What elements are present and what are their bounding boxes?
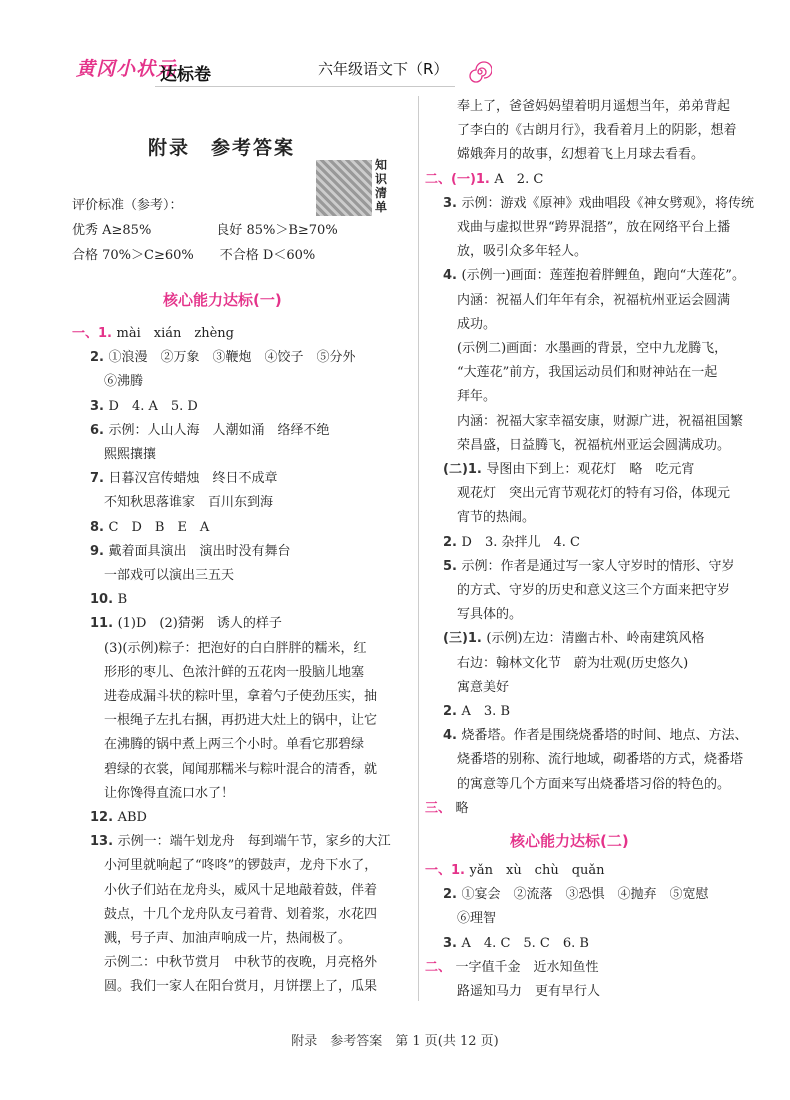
- answer-text: 烧番塔。作者是围绕烧番塔的时间、地点、方法、: [461, 728, 748, 744]
- answer-line: [443, 886, 709, 904]
- answer-text: 路遥知马力 更有早行人: [457, 984, 601, 999]
- answer-line: [90, 809, 147, 827]
- question-number: 二、: [425, 959, 456, 975]
- question-number: 2.: [443, 704, 462, 719]
- question-number: 3.: [443, 935, 462, 951]
- answer-line: [90, 470, 278, 488]
- answer-text: 放，吸引众多年轻人。: [457, 244, 588, 260]
- answer-line: [457, 98, 730, 116]
- answer-text: 写具体的。: [457, 607, 523, 623]
- answer-text: (示例一)画面：莲莲抱着胖鲤鱼，跑向“大莲花”。: [461, 268, 745, 284]
- answer-text: 碧绿的衣裳，闻闻那糯米与粽叶混合的清香，就: [104, 761, 378, 777]
- question-number: 10.: [90, 592, 118, 608]
- answer-text: 成功。: [457, 316, 497, 332]
- answer-line: [457, 388, 496, 406]
- question-number: 3.: [90, 398, 109, 414]
- answer-text: C D B E A: [108, 519, 210, 535]
- answer-text: 一字值千金 近水知鱼性: [455, 959, 599, 975]
- page-title: 附录 参考答案: [148, 137, 296, 159]
- answer-text: 导图由下到上：观花灯 略 吃元宵: [486, 462, 695, 477]
- answer-line: [443, 558, 735, 576]
- answer-text: 内涵：祝福大家幸福安康，财源广进，祝福祖国繁: [457, 413, 744, 429]
- answer-text: mài xián zhèng: [116, 326, 234, 341]
- answer-line: [457, 679, 509, 697]
- answer-text: D 3. 杂拌儿 4. C: [461, 534, 580, 550]
- answer-text: 形形的枣儿、色浓汁鲜的五花肉一股脑儿地塞: [104, 664, 365, 680]
- answer-line: [457, 413, 743, 431]
- answer-text: 右边：翰林文化节 蔚为壮观(历史悠久): [457, 655, 689, 671]
- answer-text: B: [117, 592, 128, 608]
- answer-text: ABD: [117, 810, 147, 825]
- answer-line: [457, 485, 730, 503]
- answer-line: [104, 736, 364, 754]
- answer-text: 示例：游戏《原神》戏曲唱段《神女劈观》，将传统: [461, 195, 755, 211]
- answer-line: [90, 543, 291, 561]
- question-number: 2.: [443, 534, 462, 550]
- answer-text: ⑥沸腾: [104, 374, 144, 390]
- answer-line: [104, 930, 351, 948]
- answer-text: 示例：人山人海 人潮如涌 络绎不绝: [108, 422, 330, 438]
- answer-text: ⑥理智: [457, 911, 497, 927]
- swirl-icon: [468, 60, 492, 84]
- answer-text: 示例二：中秋节赏月 中秋节的夜晚，月亮格外: [104, 955, 378, 971]
- answer-text: 拜年。: [457, 389, 497, 405]
- question-number: 二、(一)1.: [425, 171, 495, 187]
- answer-line: [443, 703, 510, 721]
- answer-text: (3)(示例)粽子：把泡好的白白胖胖的糯米，红: [104, 640, 367, 656]
- answer-text: 戏曲与虚拟世界“跨界混搭”，放在网络平台上播: [457, 220, 731, 235]
- answer-text: 烧番塔的别称、流行地域，砌番塔的方式，烧番塔: [457, 752, 744, 768]
- question-number: 2.: [443, 887, 462, 903]
- answer-text: 观花灯 突出元宵节观花灯的特有习俗，体现元: [457, 486, 731, 502]
- answer-text: 让你馋得直流口水了！: [104, 785, 235, 801]
- question-number: 4.: [443, 728, 462, 744]
- answer-line: [104, 373, 143, 391]
- answer-text: (示例二)画面：水墨画的背景，空中九龙腾飞，: [457, 341, 728, 356]
- question-number: 9.: [90, 543, 109, 559]
- header-rule: [155, 86, 455, 87]
- question-number: 一、1.: [72, 326, 117, 341]
- answer-line: [90, 615, 282, 633]
- answer-line: [457, 292, 730, 310]
- answer-text: 示例：作者是通过写一家人守岁时的情形、守岁: [461, 558, 735, 574]
- answer-text: 一根绳子左扎右捆，再扔进大灶上的锅中，让它: [104, 713, 378, 729]
- question-number: 3.: [443, 195, 462, 211]
- brand-logo: 黄冈小状元: [76, 58, 177, 80]
- question-number: 2.: [90, 350, 109, 366]
- answer-text: ①浪漫 ②万象 ③鞭炮 ④饺子 ⑤分外: [108, 350, 356, 366]
- series-name: 达标卷: [160, 65, 211, 85]
- answer-line: [104, 882, 377, 900]
- answer-line: [443, 935, 589, 953]
- question-number: 8.: [90, 519, 109, 535]
- answer-line: [457, 219, 730, 237]
- answer-line: [90, 519, 209, 537]
- answer-line: [425, 959, 599, 977]
- answer-text: A 3. B: [461, 704, 510, 719]
- answer-line: [457, 776, 730, 794]
- answer-text: 嫦娥奔月的故事，幻想着飞上月球去看看。: [457, 147, 705, 163]
- answer-text: yǎn xù chù quǎn: [469, 863, 605, 878]
- answer-text: 熙熙攘攘: [104, 447, 157, 462]
- answer-text: 了李白的《古朗月行》，我看着月上的阴影，想着: [457, 123, 737, 139]
- answer-line: [457, 122, 737, 140]
- question-number: (三)1.: [443, 631, 487, 647]
- page-header: [0, 0, 790, 100]
- answer-text: 的方式、守岁的历史和意义这三个方面来把守岁: [457, 583, 731, 598]
- question-number: 6.: [90, 422, 109, 438]
- answer-line: [443, 267, 745, 285]
- answer-line: [457, 751, 743, 769]
- eval-row: 合格 70%＞C≥60% 不合格 D＜60%: [72, 248, 316, 263]
- answer-text: A 2. C: [494, 171, 544, 187]
- answer-line: [72, 325, 234, 343]
- answer-line: [104, 640, 367, 658]
- answer-line: [425, 800, 469, 818]
- answer-line: [90, 591, 127, 609]
- answer-text: 的寓意等几个方面来写出烧番塔习俗的特色的。: [457, 776, 731, 792]
- section-title: 核心能力达标(二): [510, 832, 629, 850]
- answer-text: 戴着面具演出 演出时没有舞台: [108, 543, 291, 559]
- answer-line: [90, 398, 198, 416]
- answer-line: [457, 655, 688, 673]
- answer-line: [104, 785, 234, 803]
- answer-line: [443, 534, 580, 552]
- section-title: 核心能力达标(一): [163, 291, 282, 309]
- answer-line: [457, 316, 496, 334]
- answer-line: [457, 437, 730, 455]
- answer-line: [457, 146, 704, 164]
- answer-line: [457, 509, 535, 527]
- answer-line: [457, 983, 600, 1001]
- answer-text: D 4. A 5. D: [108, 398, 198, 414]
- answer-line: [457, 340, 727, 358]
- answer-line: [104, 761, 377, 779]
- answer-line: [443, 195, 754, 213]
- answer-text: (1)D (2)猜粥 诱人的样子: [117, 616, 282, 632]
- question-number: 一、1.: [425, 863, 470, 878]
- answer-text: 溅，号子声、加油声响成一片，热闹极了。: [104, 931, 352, 946]
- answer-text: 一部戏可以演出三五天: [104, 568, 235, 583]
- question-number: 三、: [425, 800, 456, 816]
- answer-line: [457, 910, 496, 928]
- answer-line: [104, 688, 377, 706]
- answer-line: [104, 954, 377, 972]
- answer-text: 小伙子们站在龙舟头，威风十足地敲着鼓，伴着: [104, 882, 378, 898]
- answer-line: [425, 862, 605, 880]
- question-number: 4.: [443, 268, 462, 284]
- answer-line: [457, 243, 587, 261]
- question-number: 5.: [443, 558, 462, 574]
- answer-line: [90, 349, 356, 367]
- answer-text: 日暮汉宫传蜡烛 终日不成章: [108, 471, 278, 487]
- answer-text: 不知秋思落谁家 百川东到海: [104, 495, 274, 511]
- answer-text: 示例一：端午划龙舟 每到端午节，家乡的大江: [117, 834, 391, 850]
- answer-text: 奉上了，爸爸妈妈望着明月遥想当年，弟弟背起: [457, 99, 731, 114]
- answer-line: [443, 727, 748, 745]
- answer-text: 小河里就响起了“咚咚”的锣鼓声，龙舟下水了，: [104, 858, 378, 874]
- answer-line: [457, 364, 717, 382]
- answer-line: [443, 630, 705, 648]
- page-footer: 附录 参考答案 第 1 页(共 12 页): [291, 1034, 499, 1049]
- answer-line: [104, 857, 377, 875]
- question-number: 13.: [90, 834, 118, 850]
- eval-row: 优秀 A≥85% 良好 85%＞B≥70%: [72, 223, 338, 238]
- qr-label: 知识清单: [375, 158, 388, 214]
- question-number: (二)1.: [443, 462, 487, 477]
- answer-text: ①宴会 ②流落 ③恐惧 ④抛弃 ⑤宽慰: [461, 887, 709, 903]
- answer-line: [104, 446, 156, 464]
- answer-line: [90, 422, 330, 440]
- answer-text: 宵节的热闹。: [457, 510, 536, 526]
- answer-line: [104, 712, 377, 730]
- answer-text: 在沸腾的锅中煮上两三个小时。单看它那碧绿: [104, 737, 365, 753]
- answer-text: 圆。我们一家人在阳台赏月，月饼摆上了，瓜果: [104, 979, 378, 995]
- answer-line: [104, 664, 364, 682]
- answer-line: [104, 978, 377, 996]
- question-number: 7.: [90, 471, 109, 487]
- column-divider: [418, 96, 419, 1001]
- grade-label: 六年级语文下（R）: [318, 60, 449, 78]
- answer-text: (示例)左边：清幽古朴、岭南建筑风格: [486, 631, 705, 647]
- answer-text: 寓意美好: [457, 679, 510, 695]
- answer-line: [457, 582, 730, 600]
- question-number: 11.: [90, 616, 118, 632]
- answer-line: [104, 567, 234, 585]
- answer-text: 鼓点，十几个龙舟队友弓着背、划着浆，水花四: [104, 906, 378, 922]
- answer-line: [443, 461, 694, 479]
- answer-text: 略: [455, 800, 469, 816]
- answer-line: [104, 906, 377, 924]
- answer-text: 进卷成漏斗状的粽叶里，拿着勺子使劲压实，抽: [104, 689, 378, 704]
- answer-line: [425, 171, 543, 189]
- answer-text: 荣昌盛，日益腾飞，祝福杭州亚运会圆满成功。: [457, 437, 731, 453]
- answer-text: “大莲花”前方，我国运动员们和财神站在一起: [457, 365, 718, 381]
- answer-line: [457, 606, 522, 624]
- question-number: 12.: [90, 810, 118, 825]
- answer-line: [104, 494, 273, 512]
- answer-text: A 4. C 5. C 6. B: [461, 935, 589, 951]
- eval-heading: 评价标准（参考）：: [72, 198, 183, 213]
- answer-line: [90, 833, 391, 851]
- answer-text: 内涵：祝福人们年年有余，祝福杭州亚运会圆满: [457, 292, 731, 308]
- qr-code[interactable]: [316, 160, 372, 216]
